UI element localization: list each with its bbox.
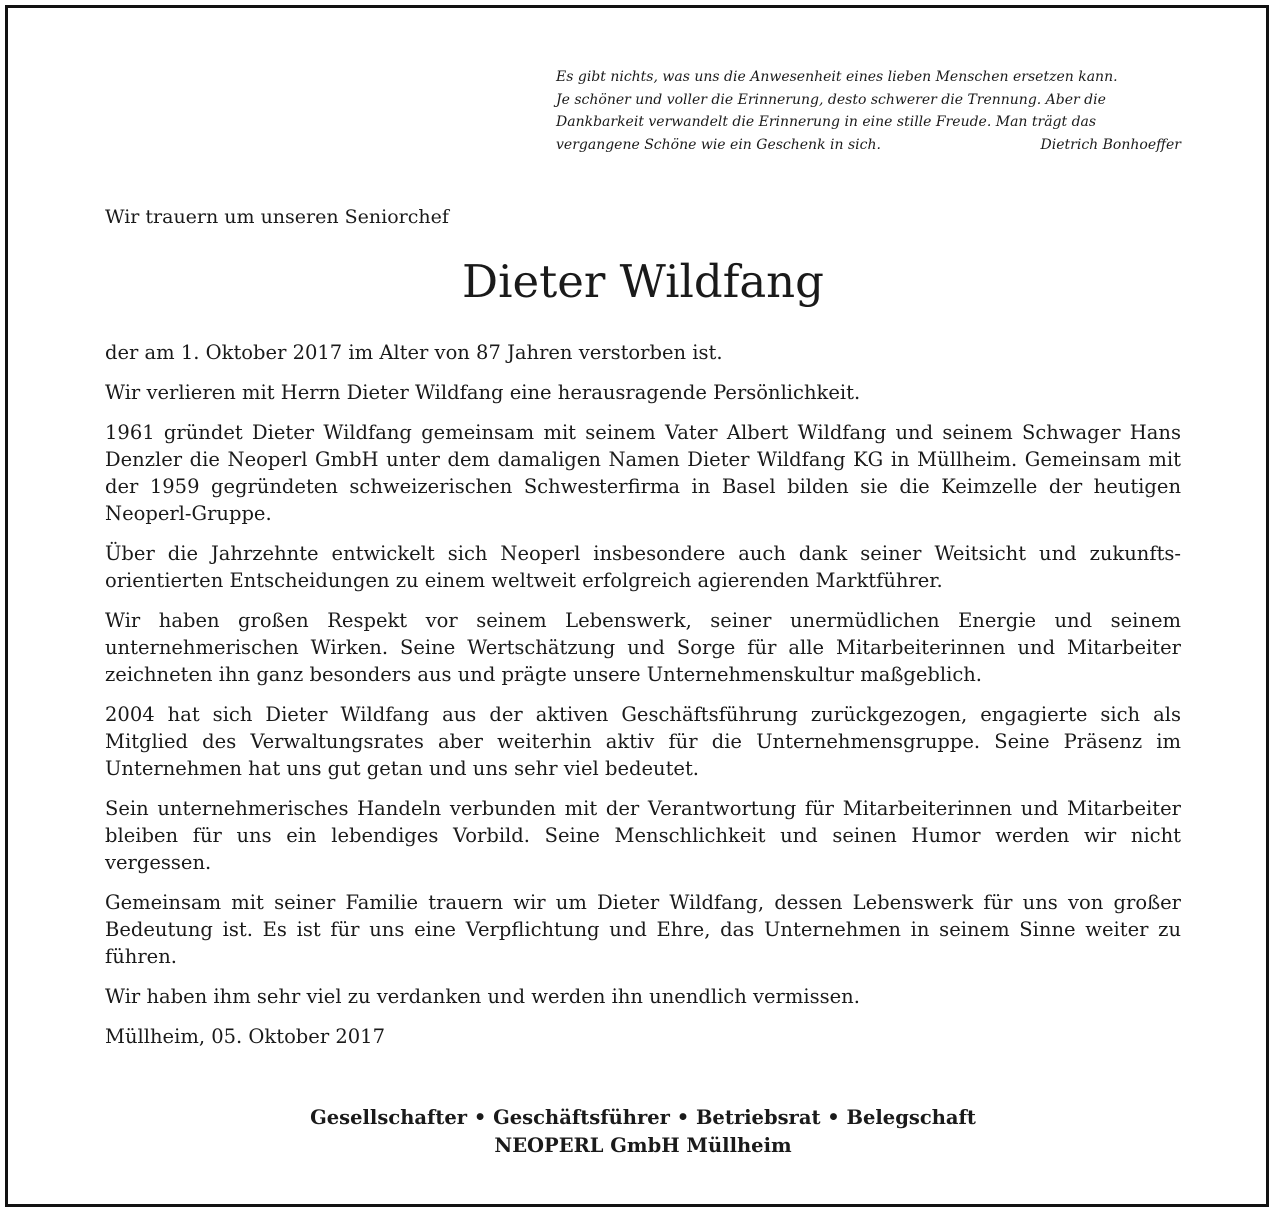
paragraph-development: Über die Jahrzehnte entwickelt sich Neoperl insbesondere auch dank seiner Weitsicht und zukunfts-orientierten Entscheidungen zu einem weltweit erfolgreich agierenden Marktführer.: [105, 542, 1181, 592]
bonhoeffer-quote: [556, 66, 1181, 156]
quote-line: vergangene Schöne wie ein Geschenk in sich.: [556, 136, 881, 153]
paragraph-death-date: der am 1. Oktober 2017 im Alter von 87 Jahren verstorben ist.: [105, 341, 723, 364]
paragraph-founding: 1961 gründet Dieter Wildfang gemeinsam mit seinem Vater Albert Wildfang und seinem Schwager Hans Denzler die Neoperl GmbH unter dem damaligen Namen Dieter Wildfang KG in Müllheim. Gemeinsam mit der 1959 gegründeten schweizerischen Schwesterfirma in Basel bilden sie die Keimzelle der heutigen Neoperl-Gruppe.: [105, 421, 1181, 525]
obituary-body: [105, 339, 1181, 1063]
quote-line: Je schöner und voller die Erinnerung, desto schwerer die Trennung. Aber die: [556, 91, 1106, 108]
quote-author: Dietrich Bonhoeffer: [1040, 136, 1181, 153]
paragraph-personality: Wir verlieren mit Herrn Dieter Wildfang eine herausragende Persönlichkeit.: [105, 381, 861, 404]
quote-last-line: [556, 134, 1181, 157]
paragraph-role-model: Sein unternehmerisches Handeln verbunden mit der Verantwortung für Mitarbeiterinnen und Mitarbeiter bleiben für uns ein lebendiges Vorbild. Seine Menschlichkeit und seinen Humor werden wir nicht vergessen.: [105, 797, 1181, 874]
signature-company: NEOPERL GmbH Müllheim: [494, 1134, 792, 1157]
quote-line: Es gibt nichts, was uns die Anwesenheit eines lieben Menschen ersetzen kann.: [556, 69, 1118, 85]
deceased-name: Dieter Wildfang: [462, 255, 824, 308]
place-date: Müllheim, 05. Oktober 2017: [105, 1025, 385, 1048]
quote-line: Dankbarkeit verwandelt die Erinnerung in eine stille Freude. Man trägt das: [556, 114, 1097, 130]
intro-text: Wir trauern um unseren Seniorchef: [105, 206, 449, 228]
signature-groups: Gesellschafter • Geschäftsführer • Betriebsrat • Belegschaft: [310, 1106, 976, 1129]
obituary-frame: [5, 5, 1269, 1207]
paragraph-family: Gemeinsam mit seiner Familie trauern wir um Dieter Wildfang, dessen Lebenswerk für uns von großer Bedeutung ist. Es ist für uns eine Verpflichtung und Ehre, das Unternehmen in seinem Sinne weiter zu führen.: [105, 891, 1181, 968]
paragraph-respect: Wir haben großen Respekt vor seinem Lebenswerk, seiner unermüdlichen Energie und seinem unternehmerischen Wirken. Seine Wertschätzung und Sorge für alle Mitarbeiterinnen und Mitarbeiter zeichneten ihn ganz besonders aus und prägte unsere Unternehmenskultur maßgeblich.: [105, 609, 1181, 686]
signature-block: [105, 1104, 1181, 1160]
paragraph-retirement: 2004 hat sich Dieter Wildfang aus der aktiven Geschäftsführung zurückgezogen, engagierte sich als Mitglied des Verwaltungsrates aber weiterhin aktiv für die Unternehmensgruppe. Seine Präsenz im Unternehmen hat uns gut getan und uns sehr viel bedeutet.: [105, 703, 1181, 780]
paragraph-farewell: Wir haben ihm sehr viel zu verdanken und werden ihn unendlich vermissen.: [105, 985, 860, 1008]
